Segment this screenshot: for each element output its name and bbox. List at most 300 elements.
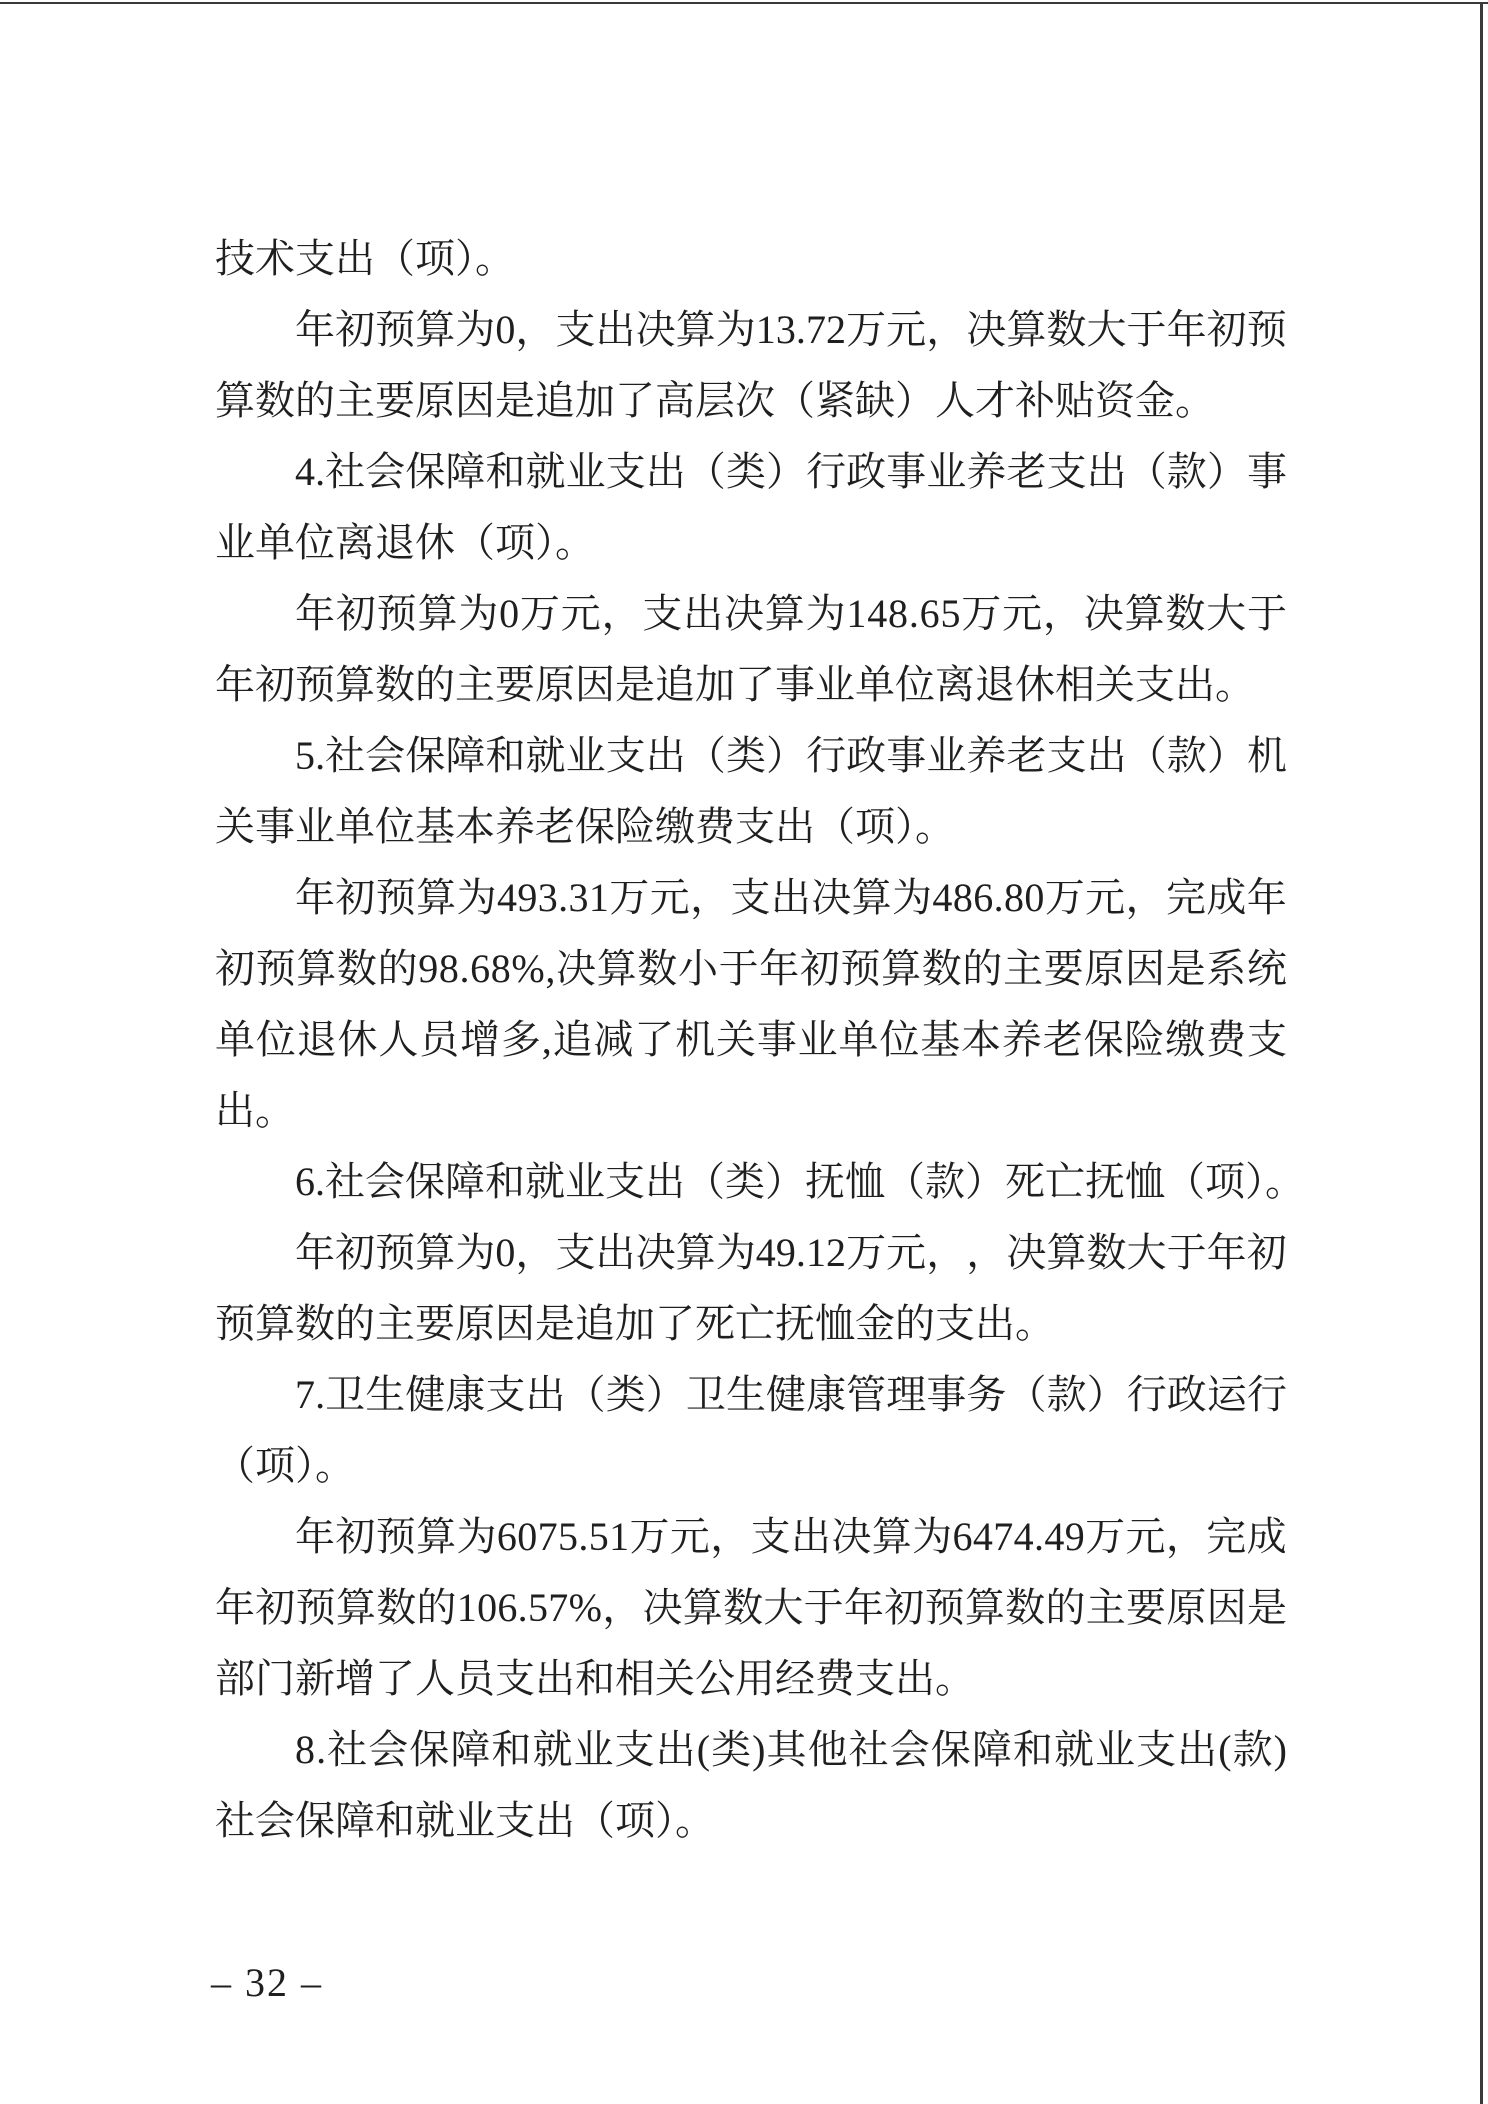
text-char: ) xyxy=(752,1727,766,1772)
document-body xyxy=(215,223,1305,1856)
text-char: 他 xyxy=(807,1727,848,1772)
text-char: 预 xyxy=(924,1585,965,1630)
text-char: 单 xyxy=(838,1017,879,1062)
text-char: 健 xyxy=(405,1372,446,1417)
text-char: 于 xyxy=(718,946,759,991)
text-char: , xyxy=(545,946,556,991)
text-char: ( xyxy=(1218,1727,1232,1772)
text-char: 6 xyxy=(496,1514,517,1559)
text-char: 初 xyxy=(335,875,376,920)
text-char: 机 xyxy=(1246,733,1287,778)
text-char: 出 xyxy=(655,1727,696,1772)
text-line xyxy=(215,1217,1287,1288)
text-char: 数 xyxy=(723,1585,764,1630)
text-char: 决 xyxy=(723,591,764,636)
text-char: 算 xyxy=(415,307,456,352)
text-char: 年 xyxy=(295,1514,335,1559)
text-char: % xyxy=(568,1585,602,1630)
text-char: 出 xyxy=(645,449,686,494)
text-char: 事 xyxy=(1246,449,1287,494)
text-line xyxy=(215,1359,1287,1430)
text-char: 和 xyxy=(485,449,526,494)
text-char: 预 xyxy=(1246,307,1287,352)
text-char: 年 xyxy=(295,591,335,636)
text-char: 政 xyxy=(1166,1372,1207,1417)
scan-right-edge-line xyxy=(1480,2,1483,2104)
text-char: 为 xyxy=(455,307,496,352)
text-char: % xyxy=(511,946,545,991)
text-char: . xyxy=(316,1727,327,1772)
text-char: 5 xyxy=(527,1585,548,1630)
text-char: 万 xyxy=(961,591,1002,636)
text-char: 业 xyxy=(797,1017,838,1062)
text-char: （ xyxy=(1126,733,1167,778)
text-char: 缴 xyxy=(1165,1017,1206,1062)
text-char: 算 xyxy=(764,591,805,636)
text-line xyxy=(215,1501,1287,1572)
text-char: 算 xyxy=(675,307,716,352)
text-char: 预 xyxy=(375,1514,416,1559)
text-char: 追 xyxy=(552,1017,593,1062)
text-char: 大 xyxy=(763,1585,804,1630)
text-char: 6 xyxy=(973,875,994,920)
text-char: 1 xyxy=(588,875,609,920)
text-char: ） xyxy=(1206,449,1247,494)
text-char: 初 xyxy=(335,1230,376,1275)
text-char: 成 xyxy=(1206,875,1247,920)
text-char: 养 xyxy=(966,449,1007,494)
text-char: 预 xyxy=(840,946,881,991)
text-char: 业 xyxy=(1095,1727,1136,1772)
text-char: 和 xyxy=(491,1727,532,1772)
text-char: 7 xyxy=(548,1585,569,1630)
text-char: 费 xyxy=(1206,1017,1247,1062)
text-char: ） xyxy=(645,1372,686,1417)
text-char: 元 xyxy=(560,591,601,636)
text-char: 统 xyxy=(1246,946,1287,991)
text-char: 6 xyxy=(497,1585,518,1630)
text-char: ， xyxy=(515,1230,556,1275)
text-char: 业 xyxy=(565,733,606,778)
text-char: 元 xyxy=(1002,591,1043,636)
text-char: ， xyxy=(602,1585,643,1630)
text-char: 年 xyxy=(1206,1230,1247,1275)
text-char: 数 xyxy=(921,946,962,991)
text-char: 预 xyxy=(255,946,296,991)
text-char: 政 xyxy=(846,733,887,778)
text-char: 为 xyxy=(715,307,756,352)
text-char: 机 xyxy=(675,1017,716,1062)
text-char: 4 xyxy=(295,449,315,494)
page-number: – 32 – xyxy=(211,1960,323,2005)
text-char: 算 xyxy=(296,946,337,991)
text-char: 基 xyxy=(920,1017,961,1062)
text-char: 初 xyxy=(335,1514,376,1559)
text-char: 事 xyxy=(756,1017,797,1062)
text-char: 年 xyxy=(1246,875,1287,920)
text-char: 关 xyxy=(715,1017,756,1062)
text-char: 的 xyxy=(377,946,418,991)
text-char: 出 xyxy=(525,1372,566,1417)
text-char: 就 xyxy=(525,449,566,494)
text-char: 老 xyxy=(1006,733,1047,778)
text-char: 生 xyxy=(725,1372,766,1417)
text-char: 的 xyxy=(1045,1585,1086,1630)
text-char: 完 xyxy=(1206,1514,1247,1559)
text-char: 完 xyxy=(1165,875,1206,920)
text-char: 养 xyxy=(1001,1017,1042,1062)
text-char: 于 xyxy=(803,1585,844,1630)
text-line: 技术支出（项）。 xyxy=(215,236,515,281)
text-line: 年初预算数的主要原因是追加了事业单位离退休相关支出。 xyxy=(215,662,1255,707)
text-char: 康 xyxy=(445,1372,486,1417)
text-char: ） xyxy=(766,449,807,494)
text-line: 社会保障和就业支出（项）。 xyxy=(215,1798,715,1843)
text-char: ， xyxy=(926,307,967,352)
text-char: 行 xyxy=(1246,1372,1287,1417)
text-char: 出 xyxy=(1086,733,1127,778)
text-char: 5 xyxy=(558,1514,578,1559)
text-char: 0 xyxy=(517,1514,538,1559)
text-line xyxy=(215,1572,1287,1643)
text-char: ， xyxy=(710,1514,751,1559)
text-char: 要 xyxy=(1043,946,1084,991)
text-char: 元 xyxy=(1125,1514,1166,1559)
text-char: 年 xyxy=(295,307,335,352)
text-char: . xyxy=(315,733,326,778)
text-char: 本 xyxy=(961,1017,1002,1062)
text-char: 出 xyxy=(595,1230,636,1275)
text-char: （ xyxy=(1006,1372,1047,1417)
text-char: 会 xyxy=(889,1727,930,1772)
text-char: 4 xyxy=(932,875,953,920)
text-char: 支 xyxy=(750,1514,791,1559)
text-char: 理 xyxy=(886,1372,927,1417)
text-char: 保 xyxy=(409,1727,450,1772)
text-char: 类 xyxy=(711,1727,752,1772)
text-char: ） xyxy=(1206,733,1247,778)
text-char: 障 xyxy=(450,1727,491,1772)
text-char: 8 xyxy=(952,875,973,920)
text-char: 预 xyxy=(375,875,416,920)
text-char: . xyxy=(315,1372,326,1417)
text-char: . xyxy=(795,307,806,352)
text-char: 会 xyxy=(365,733,406,778)
text-char: 数 xyxy=(1165,591,1206,636)
text-line: 关事业单位基本养老保险缴费支出（项）。 xyxy=(215,804,955,849)
text-char: 出 xyxy=(1177,1727,1218,1772)
text-line: 算数的主要原因是追加了高层次（紧缺）人才补贴资金。 xyxy=(215,378,1215,423)
text-char: 障 xyxy=(445,733,486,778)
text-char: 1 xyxy=(609,1514,630,1559)
text-line: （项）。 xyxy=(215,1443,355,1488)
text-char: 就 xyxy=(1053,1727,1094,1772)
text-char: 老 xyxy=(1042,1017,1083,1062)
text-char: 休 xyxy=(337,1017,378,1062)
text-char: 保 xyxy=(930,1727,971,1772)
text-char: 出 xyxy=(791,1514,831,1559)
text-char: 行 xyxy=(1126,1372,1167,1417)
text-char: 人 xyxy=(378,1017,419,1062)
text-char: 障 xyxy=(445,449,486,494)
text-char: 支 xyxy=(485,1372,526,1417)
text-char: 9 xyxy=(418,946,439,991)
text-line: 出。 xyxy=(215,1088,295,1133)
text-char: 数 xyxy=(376,1585,417,1630)
text-char: 支 xyxy=(1246,1017,1287,1062)
text-char: 决 xyxy=(1083,591,1124,636)
text-char: 为 xyxy=(455,1230,496,1275)
text-char: 元 xyxy=(886,1230,927,1275)
text-char: 于 xyxy=(1246,591,1287,636)
text-char: 1 xyxy=(805,1230,826,1275)
text-char: 行 xyxy=(806,449,847,494)
text-line xyxy=(215,294,1287,365)
text-char: 算 xyxy=(416,1514,457,1559)
text-char: 初 xyxy=(884,1585,925,1630)
text-char: . xyxy=(517,1585,528,1630)
text-char: （ xyxy=(685,449,726,494)
text-char: 7 xyxy=(295,1372,315,1417)
text-char: 初 xyxy=(1246,1230,1287,1275)
text-char: 0 xyxy=(499,591,520,636)
text-char: 决 xyxy=(556,946,597,991)
text-char: 万 xyxy=(629,1514,670,1559)
text-char: 年 xyxy=(1166,307,1207,352)
text-char: 年 xyxy=(759,946,800,991)
text-char: 为 xyxy=(715,1230,756,1275)
text-char: 政 xyxy=(846,449,887,494)
scan-top-edge-line xyxy=(0,2,1488,4)
text-char: 预 xyxy=(375,1230,416,1275)
text-char: 出 xyxy=(645,733,686,778)
text-char: 款 xyxy=(1046,1372,1087,1417)
text-char: 7 xyxy=(537,1514,558,1559)
text-char: 万 xyxy=(609,875,650,920)
text-char: 6 xyxy=(470,946,491,991)
text-char: ， xyxy=(1125,875,1166,920)
text-char: 单 xyxy=(215,1017,255,1062)
text-char: 位 xyxy=(879,1017,920,1062)
text-char: 卫 xyxy=(325,1372,366,1417)
text-char: 支 xyxy=(555,1230,596,1275)
text-char: 大 xyxy=(1126,1230,1167,1275)
text-char: 0 xyxy=(495,307,516,352)
text-char: 8 xyxy=(295,1727,315,1772)
text-char: ， xyxy=(515,307,556,352)
text-char: 出 xyxy=(683,591,724,636)
text-char: 会 xyxy=(368,1727,409,1772)
text-char: ， xyxy=(690,875,731,920)
text-char: 元 xyxy=(669,1514,710,1559)
text-char: 款 xyxy=(1232,1727,1273,1772)
text-char: 8 xyxy=(490,946,511,991)
text-char: 预 xyxy=(376,591,417,636)
text-char: 7 xyxy=(805,307,826,352)
text-char: （ xyxy=(685,733,726,778)
text-char: 康 xyxy=(806,1372,847,1417)
text-char: 出 xyxy=(770,875,811,920)
text-char: 支 xyxy=(730,875,771,920)
text-char: 会 xyxy=(365,449,406,494)
text-line xyxy=(215,720,1287,791)
text-char: 算 xyxy=(596,946,637,991)
text-char: 0 xyxy=(477,1585,498,1630)
text-line: 部门新增了人员支出和相关公用经费支出。 xyxy=(215,1656,975,1701)
text-char: 为 xyxy=(456,875,497,920)
text-char: ， xyxy=(1042,591,1083,636)
text-char: 决 xyxy=(831,1514,872,1559)
text-char: . xyxy=(795,1230,806,1275)
text-char: 务 xyxy=(966,1372,1007,1417)
text-char: 社 xyxy=(325,449,366,494)
text-line: 预算数的主要原因是追加了死亡抚恤金的支出。 xyxy=(215,1301,1055,1346)
text-char: 算 xyxy=(881,946,922,991)
text-char: 支 xyxy=(614,1727,655,1772)
text-char: 类 xyxy=(605,1372,646,1417)
text-char: 2 xyxy=(826,307,846,352)
text-char: 年 xyxy=(295,875,335,920)
text-char: 支 xyxy=(1046,449,1087,494)
text-char: 9 xyxy=(517,875,538,920)
text-char: 3 xyxy=(537,875,558,920)
text-char: 1 xyxy=(846,591,867,636)
text-char: 位 xyxy=(255,1017,296,1062)
text-char: 事 xyxy=(926,1372,967,1417)
text-char: 算 xyxy=(871,1514,912,1559)
text-char: . xyxy=(908,591,919,636)
text-char: 老 xyxy=(1006,449,1047,494)
text-char: 原 xyxy=(1084,946,1125,991)
text-char: 的 xyxy=(416,1585,457,1630)
text-char: 万 xyxy=(846,307,887,352)
text-char: 初 xyxy=(255,1585,296,1630)
text-char: 支 xyxy=(605,449,646,494)
text-char: 了 xyxy=(634,1017,675,1062)
text-char: 5 xyxy=(588,1514,609,1559)
text-char: 就 xyxy=(525,733,566,778)
text-char: 系 xyxy=(1206,946,1247,991)
text-char: 卫 xyxy=(685,1372,726,1417)
text-char: 年 xyxy=(215,1585,255,1630)
text-char: 8 xyxy=(1003,875,1024,920)
text-char: 业 xyxy=(926,733,967,778)
text-char: 和 xyxy=(485,733,526,778)
text-char: 初 xyxy=(335,591,376,636)
text-line xyxy=(215,933,1287,1004)
text-char: 增 xyxy=(460,1017,501,1062)
text-char: 0 xyxy=(1024,875,1045,920)
text-char: 出 xyxy=(1086,449,1127,494)
text-char: 8 xyxy=(438,946,459,991)
text-char: 为 xyxy=(805,591,846,636)
text-char: 8 xyxy=(888,591,908,636)
text-char: . xyxy=(1034,1514,1044,1559)
text-char: 其 xyxy=(766,1727,807,1772)
text-line xyxy=(215,578,1287,649)
text-char: 算 xyxy=(1046,1230,1087,1275)
text-char: 年 xyxy=(295,1230,335,1275)
text-char: 要 xyxy=(1126,1585,1167,1630)
text-char: 于 xyxy=(1126,307,1167,352)
text-line xyxy=(215,1004,1287,1075)
text-char: 支 xyxy=(555,307,596,352)
text-char: ( xyxy=(696,1727,711,1772)
text-char: 4 xyxy=(755,1230,776,1275)
text-char: 7 xyxy=(993,1514,1014,1559)
text-char: 初 xyxy=(215,946,255,991)
text-char: 大 xyxy=(1086,307,1127,352)
text-char: 万 xyxy=(1085,1514,1126,1559)
text-char: 决 xyxy=(635,307,676,352)
text-char: 算 xyxy=(416,875,457,920)
text-char: 减 xyxy=(593,1017,634,1062)
text-char: 2 xyxy=(826,1230,846,1275)
text-char: ） xyxy=(1086,1372,1127,1417)
text-char: 元 xyxy=(649,875,690,920)
text-char: 为 xyxy=(458,591,499,636)
text-char: ， xyxy=(601,591,642,636)
text-char: 出 xyxy=(595,307,636,352)
text-char: ， xyxy=(1165,1514,1206,1559)
text-char: 6 xyxy=(919,591,940,636)
text-char: 业 xyxy=(565,449,606,494)
text-char: 算 xyxy=(415,1230,456,1275)
text-char: 数 xyxy=(637,946,678,991)
text-char: ， xyxy=(966,1230,1007,1275)
text-char: 支 xyxy=(605,733,646,778)
text-char: 1 xyxy=(755,307,776,352)
text-char: 算 xyxy=(335,1585,376,1630)
text-char: . xyxy=(578,1514,589,1559)
text-char: 元 xyxy=(886,307,927,352)
text-char: 数 xyxy=(336,946,377,991)
text-char: 初 xyxy=(1206,307,1247,352)
text-char: 初 xyxy=(799,946,840,991)
text-char: 算 xyxy=(417,591,458,636)
text-char: （ xyxy=(565,1372,606,1417)
text-char: 9 xyxy=(1064,1514,1085,1559)
text-char: 元 xyxy=(1085,875,1126,920)
text-char: 社 xyxy=(327,1727,368,1772)
text-char: 数 xyxy=(1086,1230,1127,1275)
text-char: 保 xyxy=(405,733,446,778)
text-char: 保 xyxy=(405,449,446,494)
text-char: 于 xyxy=(1166,1230,1207,1275)
text-char: 决 xyxy=(635,1230,676,1275)
text-char: 退 xyxy=(296,1017,337,1062)
text-char: 款 xyxy=(1166,733,1207,778)
text-char: 3 xyxy=(775,307,796,352)
text-char: 的 xyxy=(962,946,1003,991)
text-char: 因 xyxy=(1206,1585,1247,1630)
text-char: 业 xyxy=(573,1727,614,1772)
text-char: 初 xyxy=(335,307,376,352)
text-char: 业 xyxy=(926,449,967,494)
text-char: 多 xyxy=(500,1017,541,1062)
text-char: 为 xyxy=(892,875,933,920)
text-char: 4 xyxy=(1044,1514,1065,1559)
text-char: . xyxy=(558,875,569,920)
text-char: 类 xyxy=(725,733,766,778)
text-char: 类 xyxy=(725,449,766,494)
text-char: 算 xyxy=(682,1585,723,1630)
text-char: 决 xyxy=(966,307,1007,352)
text-char: 支 xyxy=(1046,733,1087,778)
text-char: ) xyxy=(1273,1727,1287,1772)
text-char: ， xyxy=(926,1230,967,1275)
text-char: 生 xyxy=(365,1372,406,1417)
